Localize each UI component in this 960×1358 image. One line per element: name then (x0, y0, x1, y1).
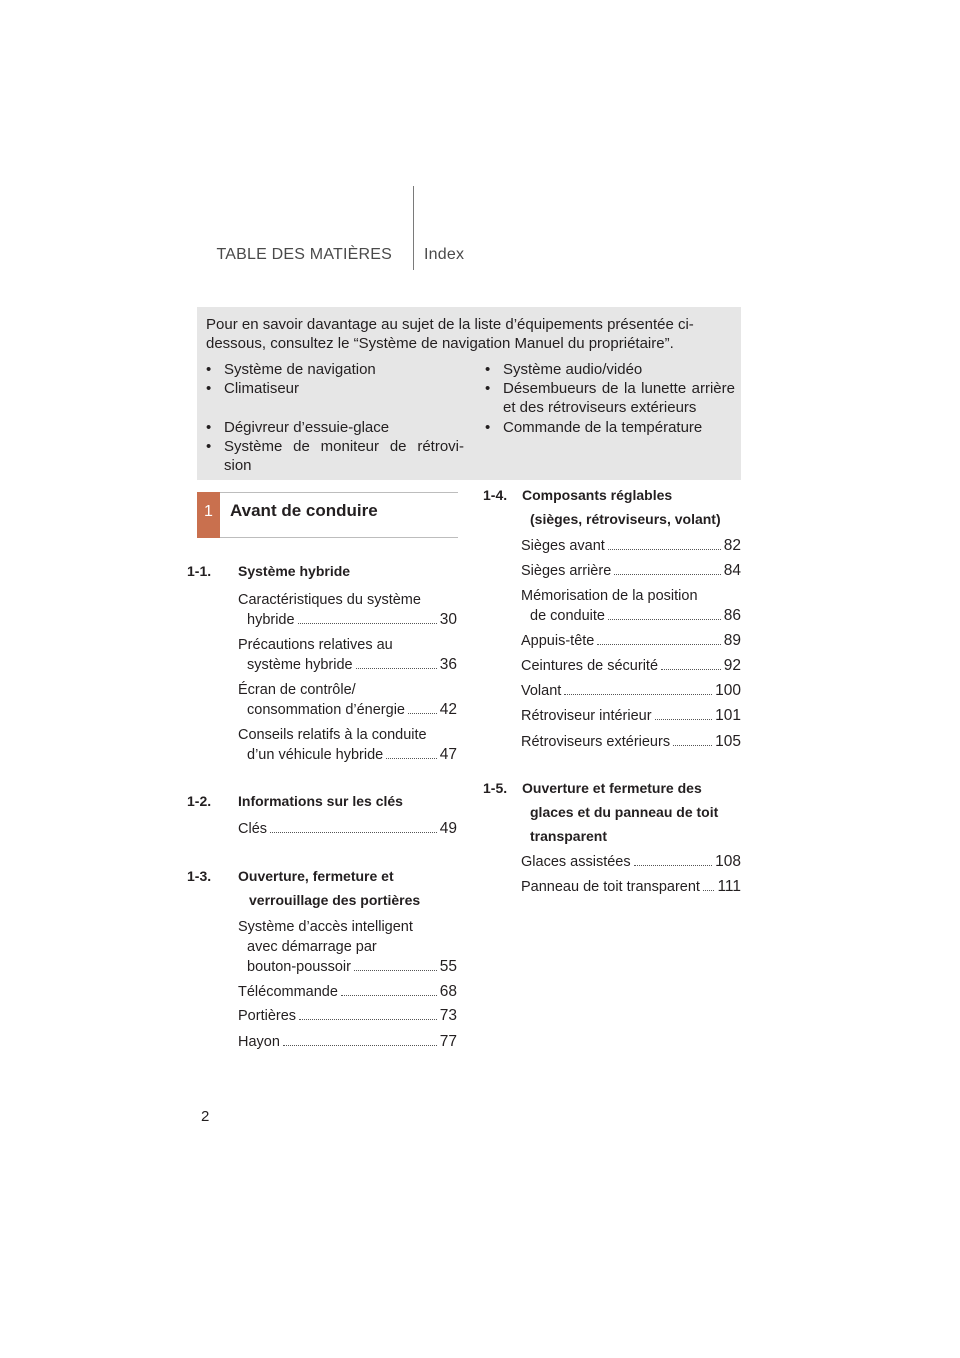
page-number: 55 (439, 958, 457, 975)
chapter-title-line2: glaces et du panneau de toit (530, 804, 719, 820)
chapter-title: Informations sur les clés (238, 793, 403, 809)
toc-entry[interactable]: Caractéristiques du système hybride 30 (238, 592, 457, 628)
chapter-heading[interactable] (483, 483, 743, 531)
chapter-title-line3: transparent (530, 828, 608, 844)
toc-entry[interactable]: Télécommande 68 (238, 983, 457, 1000)
table-of-contents-link[interactable]: TABLE DES MATIÈRES (216, 246, 392, 263)
toc-entry[interactable]: Écran de contrôle/ consommation d’énergie 42 (238, 682, 457, 718)
page-number: 68 (439, 983, 457, 1000)
bullet-icon: • (206, 380, 212, 397)
chapter-heading[interactable] (187, 789, 457, 813)
toc-entry[interactable]: Glaces assistées 108 (521, 853, 741, 870)
nav-divider (413, 186, 414, 270)
chapter-heading[interactable] (187, 559, 457, 583)
toc-entry[interactable]: Sièges avant 82 (521, 537, 741, 554)
toc-entry[interactable]: Hayon 77 (238, 1033, 457, 1050)
page-number: 73 (439, 1007, 457, 1024)
toc-entry[interactable]: Portières 73 (238, 1007, 457, 1024)
chapter-number: 1-4. (483, 487, 508, 503)
bullet-icon: • (485, 419, 491, 436)
toc-entry[interactable]: Sièges arrière 84 (521, 562, 741, 579)
index-link[interactable]: Index (424, 246, 465, 263)
chapter-title: Composants réglables (522, 487, 673, 503)
toc-entry[interactable]: Mémorisation de la position de conduite 86 (521, 588, 741, 624)
toc-entry[interactable]: Système d’accès intelligent avec démarrage par bouton-poussoir 55 (238, 919, 457, 975)
bullet-icon: • (206, 438, 212, 455)
divider (220, 537, 458, 538)
equipment-info-box (197, 307, 741, 480)
list-item: • Climatiseur (206, 380, 300, 397)
page-number: 101 (715, 707, 741, 724)
toc-entry[interactable]: Ceintures de sécurité 92 (521, 657, 741, 674)
page-number: 84 (723, 562, 741, 579)
toc-entry[interactable]: Rétroviseurs extérieurs 105 (521, 733, 741, 750)
chapter-title: Ouverture, fermeture et (238, 868, 394, 884)
chapter-number: 1-3. (187, 868, 212, 884)
section-number: 1 (197, 492, 220, 538)
list-item: • Commande de la température (485, 419, 703, 436)
page-number: 86 (723, 607, 741, 624)
page-number: 92 (723, 657, 741, 674)
chapter-number: 1-2. (187, 793, 212, 809)
list-item: • Système de navigation (206, 361, 376, 378)
section-title[interactable]: Avant de conduire (230, 501, 378, 520)
page-number: 89 (723, 632, 741, 649)
page-number-footer: 2 (201, 1108, 210, 1125)
top-navigation (0, 0, 960, 280)
chapter-heading[interactable] (187, 864, 457, 912)
chapter-title-line2: verrouillage des portières (249, 892, 421, 908)
toc-entry[interactable]: Appuis-tête 89 (521, 632, 741, 649)
divider (220, 492, 458, 493)
toc-entry[interactable]: Rétroviseur intérieur 101 (521, 707, 741, 724)
page-number: 77 (439, 1033, 457, 1050)
page-number: 30 (439, 611, 457, 628)
page-number: 47 (439, 746, 457, 763)
toc-entry[interactable]: Clés 49 (238, 820, 457, 837)
page-number: 105 (715, 733, 741, 750)
list-item: • Système audio/vidéo (485, 361, 643, 378)
bullet-icon: • (485, 380, 491, 397)
toc-entry[interactable]: Conseils relatifs à la conduite d’un véhicule hybride 47 (238, 727, 457, 763)
chapter-number: 1-1. (187, 563, 212, 579)
list-item: • Dégivreur d’essuie-glace (206, 419, 390, 436)
chapter-number: 1-5. (483, 780, 508, 796)
section-header (197, 492, 458, 538)
toc-entry[interactable]: Panneau de toit transparent 111 (521, 878, 741, 895)
chapter-heading[interactable] (483, 776, 743, 848)
chapter-title: Système hybride (238, 563, 351, 579)
page-number: 111 (717, 878, 741, 895)
bullet-icon: • (206, 419, 212, 436)
page-number: 49 (439, 820, 457, 837)
page-number: 100 (715, 682, 741, 699)
page-number: 42 (439, 701, 457, 718)
list-item: • Désembueurs de la lunette arrière et des rétroviseurs extérieurs (485, 380, 735, 416)
page-number: 36 (439, 656, 457, 673)
bullet-icon: • (206, 361, 212, 378)
bullet-icon: • (485, 361, 491, 378)
page-number: 82 (723, 537, 741, 554)
chapter-title-line2: (sièges, rétroviseurs, volant) (530, 511, 721, 527)
list-item: • Système de moniteur de rétrovi-sion (206, 438, 464, 474)
info-box-intro: Pour en savoir davantage au sujet de la liste d’équipements présentée ci-dessous, consultez le “Système de navigation Manuel du propriétaire”. (206, 316, 694, 352)
toc-entry[interactable]: Volant 100 (521, 682, 741, 699)
toc-entry[interactable]: Précautions relatives au système hybride 36 (238, 637, 457, 673)
page-number: 108 (715, 853, 741, 870)
chapter-title: Ouverture et fermeture des (522, 780, 702, 796)
